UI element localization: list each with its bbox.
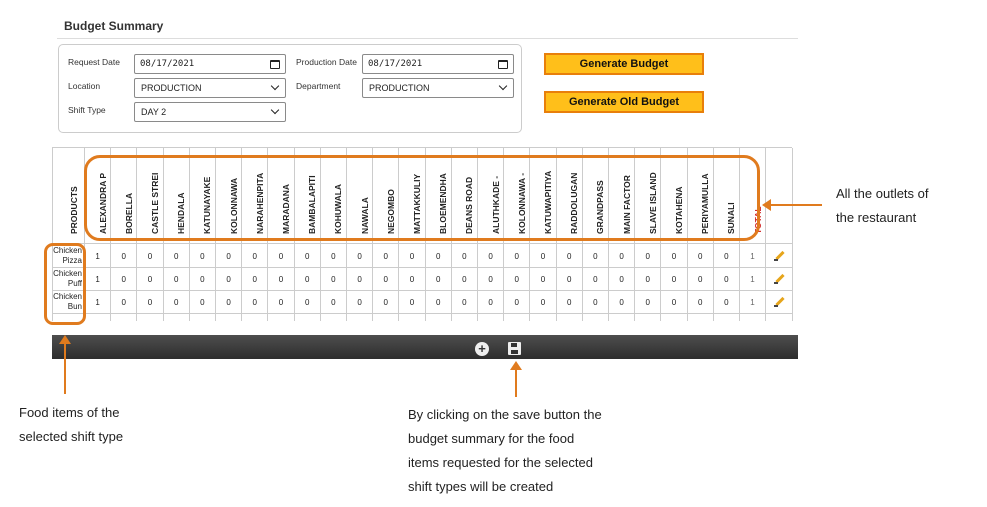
- table-cell: 0: [216, 268, 241, 291]
- add-icon[interactable]: +: [475, 342, 489, 356]
- arrow-head-icon: [510, 361, 522, 370]
- table-cell: 0: [190, 245, 215, 268]
- table-cell: 0: [609, 245, 634, 268]
- column-header-label: NEGOMBO: [385, 189, 396, 234]
- shift-type-label: Shift Type: [68, 105, 106, 115]
- table-cell: 0: [688, 291, 713, 314]
- production-date-label: Production Date: [296, 57, 357, 67]
- table-cell: 0: [635, 291, 660, 314]
- table-cell: 0: [504, 245, 529, 268]
- column-header-label: MARADANA: [280, 183, 291, 234]
- column-header-label: BLOEMENDHA: [438, 173, 449, 234]
- table-cell: 0: [242, 245, 267, 268]
- table-cell: 0: [399, 291, 424, 314]
- page-title: Budget Summary: [64, 19, 164, 33]
- table-cell: 0: [137, 291, 162, 314]
- table-cell: 0: [714, 268, 739, 291]
- title-divider: [57, 38, 798, 39]
- table-cell: 0: [268, 245, 293, 268]
- column-header-label: RADDOLUGAN: [569, 172, 580, 234]
- table-cell: 1: [740, 245, 765, 268]
- table-cell: 0: [137, 245, 162, 268]
- table-cell: 0: [478, 291, 503, 314]
- table-cell: 0: [504, 268, 529, 291]
- table-cell: 0: [216, 291, 241, 314]
- column-header-label: BAMBALAPITI: [307, 175, 318, 234]
- outlets-highlight: [84, 155, 760, 241]
- table-cell: 0: [714, 245, 739, 268]
- production-date-input[interactable]: [362, 54, 514, 74]
- table-cell: 0: [111, 245, 136, 268]
- table-cell: 0: [635, 245, 660, 268]
- chevron-down-icon: [271, 82, 279, 90]
- table-cell: 0: [504, 291, 529, 314]
- column-header-label: PERIYAMULLA: [700, 173, 711, 234]
- table-cell: 0: [164, 245, 189, 268]
- department-value: PRODUCTION: [369, 83, 430, 93]
- table-cell: 0: [688, 245, 713, 268]
- table-cell: 0: [452, 245, 477, 268]
- food-items-arrow: [64, 342, 66, 394]
- table-cell: 0: [190, 291, 215, 314]
- table-cell: 0: [268, 268, 293, 291]
- edit-cell: [766, 245, 792, 268]
- column-header-label: SUNALI: [726, 202, 737, 234]
- table-cell: 0: [452, 268, 477, 291]
- table-cell: 0: [530, 268, 555, 291]
- table-cell: 0: [373, 291, 398, 314]
- table-cell: 0: [347, 291, 372, 314]
- table-cell: 0: [426, 245, 451, 268]
- table-cell: 0: [242, 291, 267, 314]
- table-cell: 0: [426, 268, 451, 291]
- location-value: PRODUCTION: [141, 83, 202, 93]
- table-cell: 1: [740, 268, 765, 291]
- column-header-label: KOHUWALA: [333, 183, 344, 234]
- column-header-label: NARAHENPITA: [254, 172, 265, 234]
- product-name-line: Chicken: [53, 269, 82, 278]
- column-header-label: HENDALA: [176, 192, 187, 234]
- table-cell: 0: [557, 291, 582, 314]
- pencil-icon[interactable]: [774, 251, 784, 261]
- table-cell: 0: [242, 268, 267, 291]
- table-cell: 0: [399, 245, 424, 268]
- table-cell: 1: [85, 245, 110, 268]
- table-cell: 0: [373, 268, 398, 291]
- food-items-annotation: Food items of the selected shift type: [19, 405, 124, 444]
- table-cell: 0: [295, 245, 320, 268]
- table-cell: 0: [295, 268, 320, 291]
- column-header-label: MATTAKKULIY: [411, 173, 422, 234]
- column-header-label: KOLONNAWA -: [516, 172, 527, 234]
- column-header: [53, 148, 84, 244]
- table-cell: 0: [399, 268, 424, 291]
- shift-type-value: DAY 2: [141, 107, 167, 117]
- save-arrow: [515, 368, 517, 397]
- table-cell: 0: [583, 245, 608, 268]
- column-header-label: KATUNAYAKE: [202, 176, 213, 234]
- calendar-icon[interactable]: [498, 60, 508, 69]
- column-header-label: MAIN FACTOR: [621, 175, 632, 234]
- table-cell: 0: [688, 268, 713, 291]
- column-header-label: TOTAL: [752, 206, 763, 234]
- save-annotation: By clicking on the save button the budget summary for the food items requested for the selected shift types will be created: [408, 407, 602, 494]
- product-name-line: Pizza: [62, 256, 82, 265]
- table-cell: 0: [347, 245, 372, 268]
- generate-old-budget-button[interactable]: Generate Old Budget: [544, 91, 704, 113]
- column-header-label: ALUTHKADE -: [490, 175, 501, 234]
- column-header-label: BORELLA: [123, 192, 134, 234]
- table-cell: 0: [609, 268, 634, 291]
- arrow-head-icon: [762, 199, 771, 211]
- table-cell: 0: [373, 245, 398, 268]
- table-cell: 0: [321, 245, 346, 268]
- table-cell: 0: [661, 291, 686, 314]
- column-header-label: KOLONNAWA: [228, 177, 239, 234]
- table-cell: 0: [216, 245, 241, 268]
- table-cell: 0: [164, 291, 189, 314]
- column-header-label: CASTLE STREI: [149, 172, 160, 234]
- edit-cell: [766, 268, 792, 291]
- request-date-value: 08/17/2021: [140, 59, 195, 69]
- column-header-label: KOTAHENA: [673, 186, 684, 234]
- table-cell: 0: [137, 268, 162, 291]
- table-cell: 0: [557, 268, 582, 291]
- products-highlight: [44, 243, 86, 325]
- table-cell: 0: [661, 268, 686, 291]
- table-cell: 1: [740, 291, 765, 314]
- shift-type-select[interactable]: [134, 102, 286, 122]
- product-name-line: Chicken: [53, 292, 82, 301]
- table-cell: 0: [530, 291, 555, 314]
- location-label: Location: [68, 81, 101, 91]
- table-cell: 0: [478, 245, 503, 268]
- department-select[interactable]: [362, 78, 514, 98]
- table-cell: 0: [478, 268, 503, 291]
- table-cell: 0: [321, 268, 346, 291]
- outlets-arrow: [764, 204, 822, 206]
- column-header-label: GRANDPASS: [595, 180, 606, 234]
- column-header: [766, 148, 792, 244]
- product-name-line: Bun: [67, 302, 82, 311]
- chevron-down-icon: [271, 106, 279, 114]
- table-cell: 1: [85, 268, 110, 291]
- column-header-label: PRODUCTS: [68, 186, 79, 234]
- table-cell: 0: [635, 268, 660, 291]
- edit-column: [766, 148, 793, 321]
- bottom-toolbar: [52, 335, 798, 359]
- production-date-value: 08/17/2021: [368, 59, 423, 69]
- column-header-label: DEANS ROAD: [464, 176, 475, 234]
- product-name-line: Puff: [67, 279, 82, 288]
- table-cell: 0: [111, 291, 136, 314]
- table-cell: 0: [609, 291, 634, 314]
- table-cell: 0: [452, 291, 477, 314]
- table-cell: 0: [661, 245, 686, 268]
- column-header-label: SLAVE ISLAND: [647, 172, 658, 234]
- table-cell: 0: [426, 291, 451, 314]
- table-cell: 0: [190, 268, 215, 291]
- calendar-icon[interactable]: [270, 60, 280, 69]
- product-name-line: Chicken: [53, 246, 82, 255]
- edit-cell: [766, 291, 792, 314]
- column-header-label: KATUWAPITIYA: [542, 170, 553, 234]
- save-icon[interactable]: [508, 342, 521, 355]
- column-header-label: ALEXANDRA P: [97, 172, 108, 234]
- table-cell: 0: [583, 268, 608, 291]
- request-date-input[interactable]: [134, 54, 286, 74]
- pencil-icon[interactable]: [774, 297, 784, 307]
- table-cell: 0: [530, 245, 555, 268]
- chevron-down-icon: [499, 82, 507, 90]
- table-cell: 0: [714, 291, 739, 314]
- table-cell: 0: [583, 291, 608, 314]
- table-cell: 0: [164, 268, 189, 291]
- pencil-icon[interactable]: [774, 274, 784, 284]
- outlets-annotation: All the outlets of the restaurant: [836, 186, 929, 225]
- table-cell: 1: [85, 291, 110, 314]
- department-label: Department: [296, 81, 341, 91]
- request-date-label: Request Date: [68, 57, 120, 67]
- table-cell: 0: [295, 291, 320, 314]
- table-cell: 0: [268, 291, 293, 314]
- arrow-head-icon: [59, 335, 71, 344]
- location-select[interactable]: [134, 78, 286, 98]
- table-cell: 0: [347, 268, 372, 291]
- table-cell: 0: [111, 268, 136, 291]
- column-header-label: NAWALA: [359, 197, 370, 234]
- generate-budget-button[interactable]: Generate Budget: [544, 53, 704, 75]
- table-cell: 0: [557, 245, 582, 268]
- table-cell: 0: [321, 291, 346, 314]
